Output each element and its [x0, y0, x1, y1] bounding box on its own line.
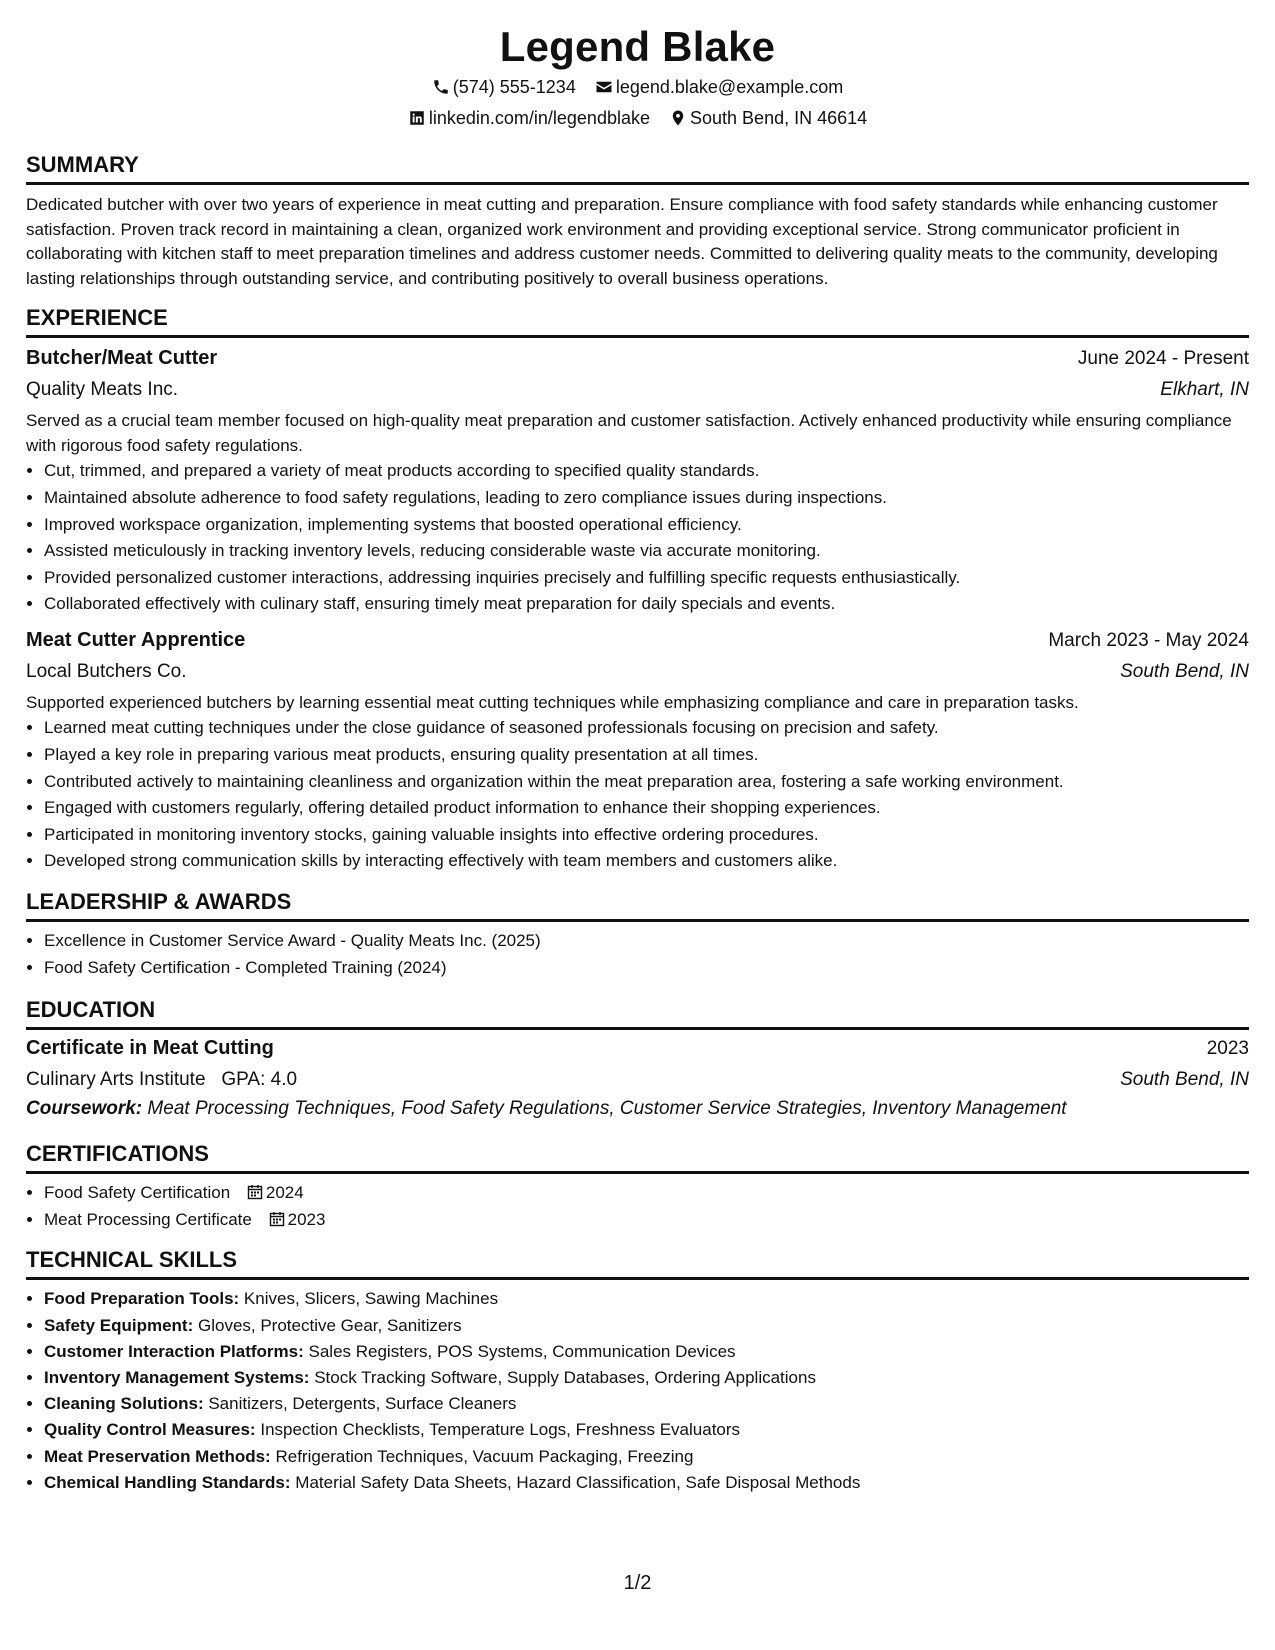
- page-number: 1/2: [623, 1572, 652, 1594]
- education-year: 2023: [1206, 1038, 1249, 1060]
- list-item: [44, 1313, 1249, 1339]
- skills-list: [26, 1286, 1249, 1496]
- certification-year: 2023: [287, 1209, 326, 1229]
- contact-line-1: [26, 72, 1249, 103]
- skill-value: Material Safety Data Sheets, Hazard Classification, Safe Disposal Methods: [295, 1472, 861, 1492]
- list-item: • Maintained absolute adherence to food safety regulations, leading to zero compliance issues during inspections.: [44, 485, 1249, 512]
- contact-email[interactable]: [595, 72, 843, 102]
- resume-page: [26, 22, 1249, 1496]
- skill-value: Sanitizers, Detergents, Surface Cleaners: [208, 1394, 517, 1414]
- section-title-leadership: LEADERSHIP & AWARDS: [26, 887, 1249, 922]
- list-item: • Learned meat cutting techniques under the close guidance of seasoned professionals focusing on precision and safety.: [44, 715, 1249, 742]
- email-text: legend.blake@example.com: [615, 77, 844, 97]
- section-title-summary: SUMMARY: [26, 150, 1249, 185]
- job-header: [26, 624, 1249, 657]
- skill-label: Meat Preservation Methods:: [44, 1446, 271, 1466]
- list-item: • Provided personalized customer interactions, addressing inquiries precisely and fulfilling specific requests enthusiastically.: [44, 565, 1249, 592]
- contact-phone[interactable]: [432, 72, 576, 102]
- education-location: South Bend, IN: [1120, 1069, 1249, 1091]
- coursework-text: Meat Processing Techniques, Food Safety Regulations, Customer Service Strategies, Inventory Management: [147, 1098, 1067, 1120]
- education-subheader: [26, 1065, 1249, 1095]
- list-item: [44, 1339, 1249, 1365]
- skill-label: Customer Interaction Platforms:: [44, 1341, 304, 1361]
- location-text: South Bend, IN 46614: [690, 108, 868, 128]
- job-location: Elkhart, IN: [1160, 379, 1249, 401]
- list-item: [44, 1470, 1249, 1496]
- skill-label: Inventory Management Systems:: [44, 1367, 310, 1387]
- list-item: • Participated in monitoring inventory stocks, gaining valuable insights into effective ordering procedures.: [44, 822, 1249, 849]
- skill-value: Sales Registers, POS Systems, Communication Devices: [308, 1341, 736, 1361]
- calendar-icon: [247, 1184, 263, 1200]
- list-item: [44, 1365, 1249, 1391]
- job-entry: [26, 342, 1249, 618]
- list-item: • Developed strong communication skills by interacting effectively with team members and customers alike.: [44, 848, 1249, 875]
- map-pin-icon: [669, 109, 687, 127]
- list-item: [44, 1391, 1249, 1417]
- certifications-list: [26, 1180, 1249, 1233]
- summary-text: Dedicated butcher with over two years of experience in meat cutting and preparation. Ensure compliance with food safety standards while enhancing customer satisfaction. Proven track record in maintaining a clean, organized work environment and providing exceptional service. Strong communicator proficient in collaborating with kitchen staff to meet preparation timelines and address customer needs. Committed to delivering quality meats to the community, developing lasting relationships through outstanding service, and contributing positively to overall business operations.: [26, 195, 1218, 288]
- list-item: [44, 1286, 1249, 1312]
- job-company: Local Butchers Co.: [26, 660, 187, 682]
- linkedin-text: linkedin.com/in/legendblake: [428, 108, 650, 128]
- contact-linkedin[interactable]: [408, 103, 650, 133]
- section-title-experience: EXPERIENCE: [26, 303, 1249, 338]
- candidate-name: Legend Blake: [499, 23, 776, 70]
- phone-icon: [432, 78, 450, 96]
- skills-section: [26, 1245, 1249, 1496]
- list-item: [44, 1417, 1249, 1443]
- job-bullets: [26, 715, 1249, 875]
- job-entry: [26, 624, 1249, 875]
- list-item: [44, 1180, 1249, 1207]
- linkedin-icon: [408, 109, 426, 127]
- skill-value: Stock Tracking Software, Supply Databases, Ordering Applications: [314, 1367, 816, 1387]
- list-item: • Excellence in Customer Service Award - Quality Meats Inc. (2025): [44, 928, 1249, 955]
- job-description: Served as a crucial team member focused on high-quality meat preparation and customer satisfaction. Actively enhanced productivity while ensuring compliance with rigorous food safety regulations.: [26, 411, 1232, 455]
- skill-value: Gloves, Protective Gear, Sanitizers: [197, 1315, 462, 1335]
- job-location: South Bend, IN: [1120, 660, 1249, 682]
- coursework-label: Coursework:: [26, 1098, 143, 1120]
- skill-label: Food Preparation Tools:: [44, 1289, 240, 1309]
- section-title-certifications: CERTIFICATIONS: [26, 1139, 1249, 1174]
- job-description: Supported experienced butchers by learning essential meat cutting techniques while emphasizing compliance and care in preparation tasks.: [26, 692, 1079, 712]
- education-degree: Certificate in Meat Cutting: [26, 1037, 274, 1060]
- list-item: [44, 1444, 1249, 1470]
- list-item: • Contributed actively to maintaining cleanliness and organization within the meat preparation area, fostering a safe working environment.: [44, 769, 1249, 796]
- job-dates: March 2023 - May 2024: [1048, 629, 1249, 651]
- education-coursework: [26, 1095, 1249, 1123]
- certification-year: 2024: [265, 1183, 304, 1203]
- job-title: Meat Cutter Apprentice: [26, 628, 246, 651]
- skill-label: Cleaning Solutions:: [44, 1394, 204, 1414]
- calendar-icon: [269, 1211, 285, 1227]
- education-school: Culinary Arts Institute: [26, 1069, 206, 1091]
- certification-name: Food Safety Certification: [44, 1183, 231, 1203]
- envelope-icon: [595, 78, 613, 96]
- leadership-section: [26, 887, 1249, 981]
- list-item: • Improved workspace organization, implementing systems that boosted operational efficiency.: [44, 512, 1249, 539]
- leadership-list: [26, 928, 1249, 981]
- list-item: [44, 1207, 1249, 1234]
- job-header: [26, 342, 1249, 375]
- education-school-line: [26, 1065, 297, 1095]
- certification-name: Meat Processing Certificate: [44, 1209, 252, 1229]
- job-subheader: [26, 657, 1249, 687]
- education-header: [26, 1032, 1249, 1065]
- list-item: • Food Safety Certification - Completed Training (2024): [44, 955, 1249, 982]
- phone-text: (574) 555-1234: [452, 77, 576, 97]
- skill-label: Safety Equipment:: [44, 1315, 194, 1335]
- education-section: [26, 995, 1249, 1123]
- job-dates: June 2024 - Present: [1077, 348, 1249, 370]
- experience-section: [26, 303, 1249, 875]
- list-item: • Played a key role in preparing various meat products, ensuring quality presentation at all times.: [44, 742, 1249, 769]
- summary-section: [26, 150, 1249, 291]
- education-gpa: GPA: 4.0: [221, 1069, 298, 1091]
- section-title-skills: TECHNICAL SKILLS: [26, 1245, 1249, 1280]
- list-item: • Assisted meticulously in tracking inventory levels, reducing considerable waste via accurate monitoring.: [44, 538, 1249, 565]
- certifications-section: [26, 1139, 1249, 1233]
- contact-line-2: [26, 103, 1249, 134]
- list-item: • Engaged with customers regularly, offering detailed product information to enhance their shopping experiences.: [44, 795, 1249, 822]
- contact-location: [669, 103, 867, 133]
- list-item: • Cut, trimmed, and prepared a variety of meat products according to specified quality standards.: [44, 458, 1249, 485]
- list-item: • Collaborated effectively with culinary staff, ensuring timely meat preparation for daily specials and events.: [44, 591, 1249, 618]
- skill-value: Inspection Checklists, Temperature Logs, Freshness Evaluators: [260, 1420, 741, 1440]
- job-bullets: [26, 458, 1249, 618]
- section-title-education: EDUCATION: [26, 995, 1249, 1030]
- job-company: Quality Meats Inc.: [26, 379, 179, 401]
- skill-value: Knives, Slicers, Sawing Machines: [243, 1289, 499, 1309]
- skill-label: Quality Control Measures:: [44, 1420, 256, 1440]
- job-subheader: [26, 375, 1249, 405]
- skill-label: Chemical Handling Standards:: [44, 1472, 291, 1492]
- job-title: Butcher/Meat Cutter: [26, 347, 218, 370]
- skill-value: Refrigeration Techniques, Vacuum Packaging, Freezing: [275, 1446, 694, 1466]
